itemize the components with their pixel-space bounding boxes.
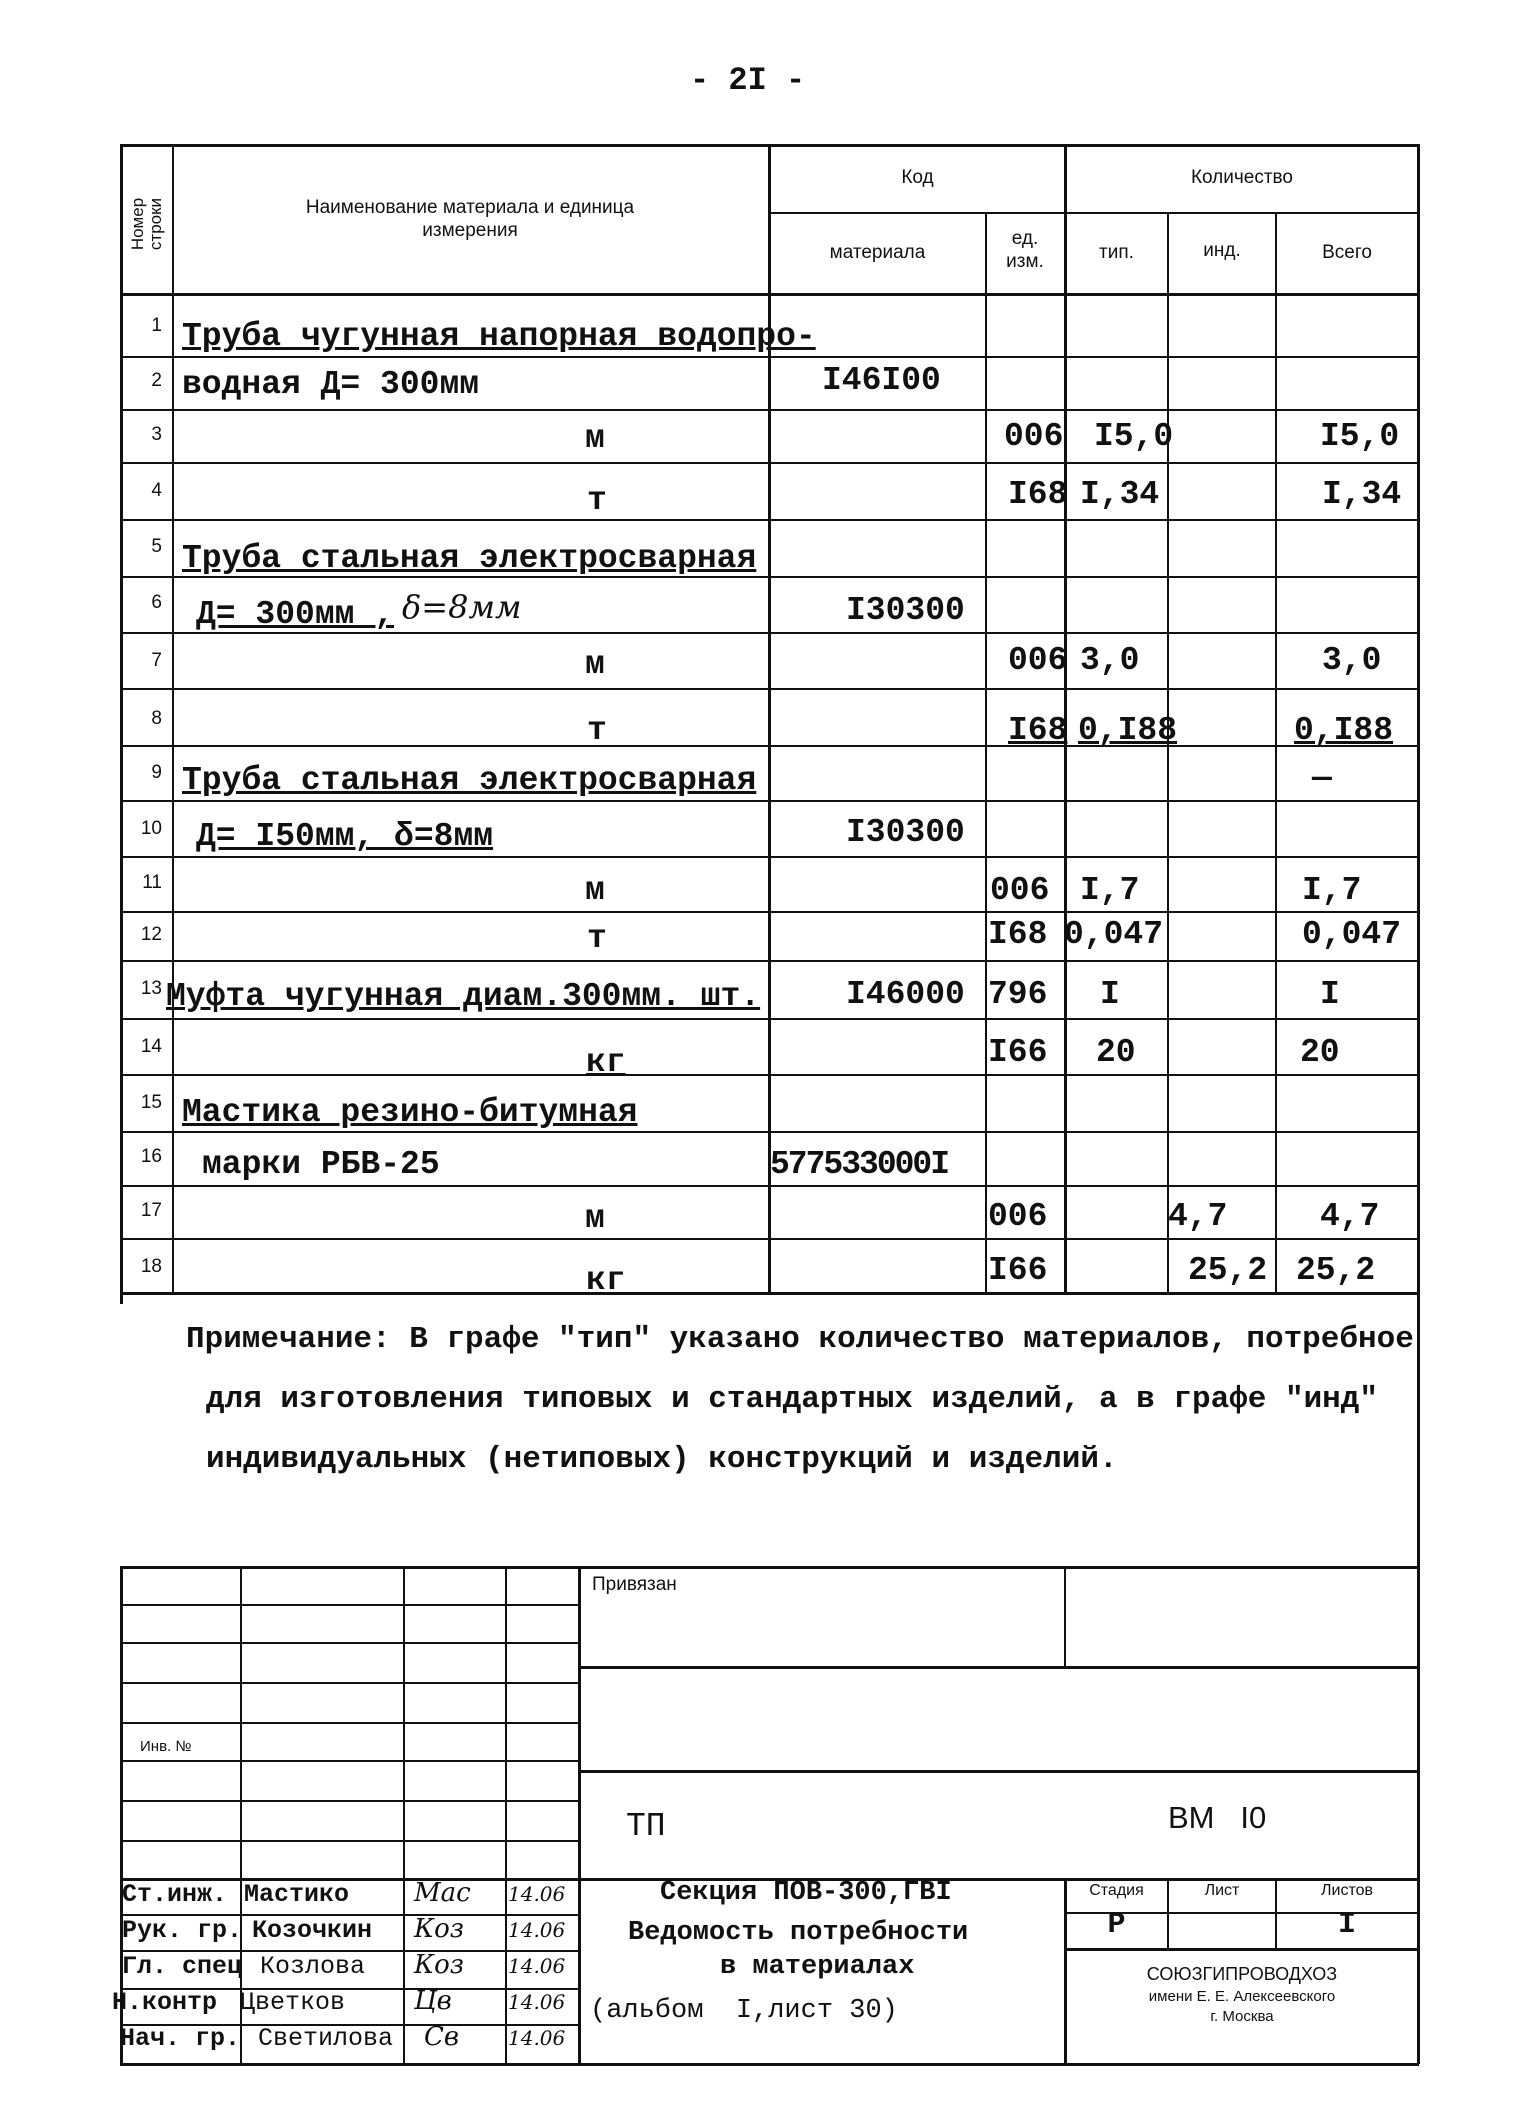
material-code: I30300 <box>846 592 965 629</box>
row-number: 10 <box>140 818 162 839</box>
title-line-3: в материалах <box>720 1952 915 1982</box>
qty-total: I,7 <box>1302 872 1362 909</box>
qty-ind: 4,7 <box>1168 1198 1228 1235</box>
unit-code: 006 <box>1004 418 1064 455</box>
sign-date: 14.06 <box>508 1918 566 1942</box>
stage-label: Стадия <box>1089 1882 1144 1899</box>
row-number: 7 <box>151 650 162 671</box>
title-line-1: Секция ПОВ-300,ГВI <box>660 1878 952 1908</box>
unit-label: кг <box>586 1262 626 1299</box>
title-line-2: Ведомость потребности <box>628 1918 969 1948</box>
signer-name: Цветков <box>240 1988 346 2017</box>
row-number: 17 <box>140 1200 162 1221</box>
header-total: Всего <box>1322 242 1372 263</box>
qty-total: I <box>1320 976 1340 1013</box>
qty-typ: 20 <box>1096 1034 1136 1071</box>
unit-label: м <box>585 646 605 683</box>
row-number: 14 <box>140 1036 162 1057</box>
unit-code: 006 <box>990 872 1050 909</box>
document-code: ВМ I0 <box>1168 1800 1267 1835</box>
row-number: 11 <box>142 872 162 893</box>
organization-subtitle: имени Е. Е. Алексеевского <box>1148 1988 1336 2005</box>
signature: Коз <box>414 1914 464 1944</box>
material-code: I46000 <box>846 976 965 1013</box>
signer-name: Козлова <box>260 1952 366 1981</box>
row-number: 4 <box>151 480 162 501</box>
material-name: Труба чугунная напорная водопро- <box>182 318 816 355</box>
qty-typ: I,34 <box>1080 476 1160 513</box>
note-line-3: индивидуальных (нетиповых) конструкций и изделий. <box>206 1442 1118 1477</box>
qty-ind: 25,2 <box>1188 1252 1268 1289</box>
row-number: 5 <box>151 536 162 557</box>
unit-code: 006 <box>1008 642 1068 679</box>
unit-code: I68 <box>1008 712 1068 749</box>
note-line-1: Примечание: В графе "тип" указано количество материалов, потребное <box>186 1322 1414 1357</box>
unit-label: м <box>585 872 605 909</box>
row-number: 6 <box>151 592 162 613</box>
note-line-2: для изготовления типовых и стандартных изделий, а в графе "инд" <box>206 1382 1378 1417</box>
unit-code: I66 <box>988 1034 1048 1071</box>
row-number: 8 <box>151 708 162 729</box>
unit-label: т <box>587 920 607 957</box>
unit-label: т <box>587 712 607 749</box>
sheets-value: I <box>1337 1908 1356 1942</box>
inventory-number-label: Инв. № <box>140 1738 192 1755</box>
header-quantity: Количество <box>1190 167 1294 188</box>
signer-name: Козочкин <box>252 1916 373 1945</box>
qty-typ: I5,0 <box>1094 418 1174 455</box>
material-code: I46I00 <box>822 362 941 399</box>
material-code: 577533000I <box>770 1146 949 1183</box>
unit-code: 006 <box>988 1198 1048 1235</box>
signature: Св <box>424 2022 460 2052</box>
qty-typ: 0,047 <box>1064 916 1164 953</box>
material-name: Д= I50мм, δ=8мм <box>196 818 494 855</box>
qty-total: 0,I88 <box>1294 712 1394 749</box>
unit-label: кг <box>586 1044 626 1081</box>
tp-label: ТП <box>626 1808 666 1845</box>
row-number: 12 <box>140 924 162 945</box>
signer-role: Нач. гр. <box>120 2024 241 2053</box>
row-number: 3 <box>151 424 162 445</box>
signature: Цв <box>414 1986 452 2016</box>
qty-total: 3,0 <box>1322 642 1382 679</box>
signer-name: Мастико <box>244 1880 350 1909</box>
material-name: водная Д= 300мм <box>182 366 480 403</box>
row-number: 16 <box>140 1146 162 1167</box>
row-number: 1 <box>151 315 162 336</box>
header-material: материала <box>829 242 926 263</box>
qty-typ: I <box>1100 976 1120 1013</box>
qty-total: I,34 <box>1322 476 1402 513</box>
organization-city: г. Москва <box>1210 2008 1274 2025</box>
material-name: марки РБВ-25 <box>202 1146 440 1183</box>
material-name: Труба стальная электросварная <box>182 540 757 577</box>
qty-typ: I,7 <box>1080 872 1140 909</box>
signer-name: Светилова <box>258 2024 394 2053</box>
header-typ: тип. <box>1099 242 1134 263</box>
sheets-label: Листов <box>1321 1882 1373 1899</box>
unit-code: 796 <box>988 976 1048 1013</box>
privyazan-label: Привязан <box>592 1574 677 1595</box>
unit-label: м <box>585 420 605 457</box>
row-number: 9 <box>151 762 162 783</box>
unit-code: I68 <box>1008 476 1068 513</box>
signer-role: Гл. спец <box>122 1952 243 1981</box>
sign-date: 14.06 <box>508 2026 566 2050</box>
signer-role: Ст.инж. <box>122 1880 228 1909</box>
signer-role: Н.контр <box>112 1988 218 2017</box>
qty-total: 25,2 <box>1296 1252 1376 1289</box>
material-code: I30300 <box>846 814 965 851</box>
qty-typ: 0,I88 <box>1078 712 1178 749</box>
unit-code: I66 <box>988 1252 1048 1289</box>
unit-code: I68 <box>988 916 1048 953</box>
sheet-label: Лист <box>1204 1882 1240 1899</box>
row-number: 13 <box>140 978 162 999</box>
organization-name: СОЮЗГИПРОВОДХОЗ <box>1146 1964 1338 1984</box>
header-unit: ед. изм. <box>1006 228 1044 272</box>
signer-role: Рук. гр. <box>122 1916 243 1945</box>
material-name: Д= 300мм , <box>196 596 395 633</box>
unit-label: т <box>587 482 607 519</box>
sign-date: 14.06 <box>508 1882 566 1906</box>
qty-total: I5,0 <box>1320 418 1400 455</box>
stage-value: Р <box>1107 1908 1126 1942</box>
qty-total: 4,7 <box>1320 1198 1380 1235</box>
header-ind: инд. <box>1203 240 1241 261</box>
title-line-4: (альбом I,лист 30) <box>590 1996 898 2026</box>
qty-total: 0,047 <box>1302 916 1402 953</box>
qty-typ: 3,0 <box>1080 642 1140 679</box>
header-row-number: Номер строки <box>128 197 165 251</box>
header-name: Наименование материала и единица измерения <box>305 197 635 241</box>
sign-date: 14.06 <box>508 1990 566 2014</box>
unit-label: м <box>585 1200 605 1237</box>
qty-total: — <box>1312 760 1332 797</box>
row-number: 18 <box>140 1256 162 1277</box>
header-code: Код <box>901 167 934 188</box>
material-name: Труба стальная электросварная <box>182 762 757 799</box>
sign-date: 14.06 <box>508 1954 566 1978</box>
signature: Мас <box>414 1878 471 1908</box>
row-number: 15 <box>140 1092 162 1113</box>
signature: Коз <box>414 1950 464 1980</box>
handwritten-thickness: δ=8мм <box>402 588 522 626</box>
material-name: Муфта чугунная диам.300мм. шт. <box>166 978 761 1015</box>
page-number: - 2I - <box>690 62 806 99</box>
qty-total: 20 <box>1300 1034 1340 1071</box>
row-number: 2 <box>151 370 162 391</box>
material-name: Мастика резино-битумная <box>182 1094 638 1131</box>
